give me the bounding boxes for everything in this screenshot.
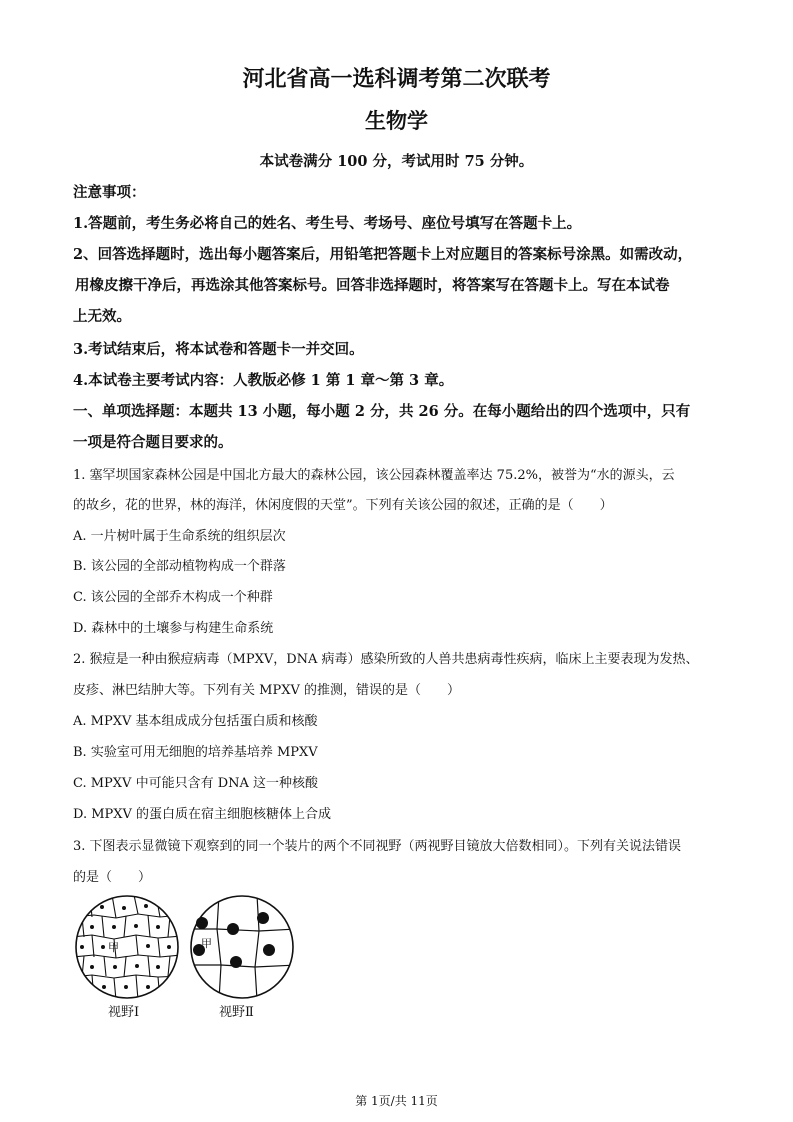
q2-stem-line-1: 2. 猴痘是一种由猴痘病毒（MPXV，DNA 病毒）感染所致的人兽共患病毒性疾病，临床上主要表现为发热、 xyxy=(73,652,699,667)
q2-option-d: D. MPXV 的蛋白质在宿主细胞核糖体上合成 xyxy=(73,807,332,822)
exam-info: 本试卷满分 100 分，考试用时 75 分钟。 xyxy=(259,153,534,170)
view-2-caption: 视野Ⅱ xyxy=(219,1005,254,1020)
notice-item-3: 3.考试结束后，将本试卷和答题卡一并交回。 xyxy=(73,341,364,358)
section-heading-line-2: 一项是符合题目要求的。 xyxy=(73,434,233,451)
q1-option-d: D. 森林中的土壤参与构建生命系统 xyxy=(73,621,274,636)
q2-stem-line-2: 皮疹、淋巴结肿大等。下列有关 MPXV 的推测，错误的是（ ） xyxy=(73,683,460,698)
subject-title: 生物学 xyxy=(365,108,428,133)
view-1-mark: 甲 xyxy=(108,941,119,954)
q2-option-b: B. 实验室可用无细胞的培养基培养 MPXV xyxy=(73,745,318,760)
microscope-view-1-figure xyxy=(72,895,182,1000)
notice-item-1: 1.答题前，考生务必将自己的姓名、考生号、考场号、座位号填写在答题卡上。 xyxy=(73,215,582,232)
section-heading-line-1: 一、单项选择题：本题共 13 小题，每小题 2 分，共 26 分。在每小题给出的四个选项中，只有 xyxy=(73,403,691,420)
notice-item-4: 4.本试卷主要考试内容：人教版必修 1 第 1 章～第 3 章。 xyxy=(73,372,454,389)
notice-item-2-line-3: 上无效。 xyxy=(73,308,131,325)
notice-item-2-line-2: 用橡皮擦干净后，再选涂其他答案标号。回答非选择题时，将答案写在答题卡上。写在本试卷 xyxy=(75,277,670,294)
page-number: 第 1页/共 11页 xyxy=(355,1094,438,1108)
view-2-mark: 甲 xyxy=(201,937,212,950)
microscope-view-2-figure xyxy=(187,895,297,1000)
q1-option-c: C. 该公园的全部乔木构成一个种群 xyxy=(73,590,273,605)
notice-heading: 注意事项： xyxy=(73,184,146,201)
q1-option-a: A. 一片树叶属于生命系统的组织层次 xyxy=(73,529,286,544)
view-1-caption: 视野Ⅰ xyxy=(108,1005,140,1020)
q3-stem-line-2: 的是（ ） xyxy=(73,870,152,885)
q1-stem-line-1: 1. 塞罕坝国家森林公园是中国北方最大的森林公园，该公园森林覆盖率达 75.2%，被誉为“水的源头，云 xyxy=(73,468,675,483)
q2-option-a: A. MPXV 基本组成成分包括蛋白质和核酸 xyxy=(73,714,318,729)
notice-item-2-line-1: 2、回答选择题时，选出每小题答案后，用铅笔把答题卡上对应题目的答案标号涂黑。如需改动， xyxy=(73,246,693,263)
q1-option-b: B. 该公园的全部动植物构成一个群落 xyxy=(73,559,286,574)
q1-stem-line-2: 的故乡，花的世界，林的海洋，休闲度假的天堂”。下列有关该公园的叙述，正确的是（ ） xyxy=(73,498,613,513)
q2-option-c: C. MPXV 中可能只含有 DNA 这一种核酸 xyxy=(73,776,319,791)
page-title: 河北省高一选科调考第二次联考 xyxy=(242,66,551,92)
q3-stem-line-1: 3. 下图表示显微镜下观察到的同一个装片的两个不同视野（两视野目镜放大倍数相同）。下列有关说法错误 xyxy=(73,839,682,854)
